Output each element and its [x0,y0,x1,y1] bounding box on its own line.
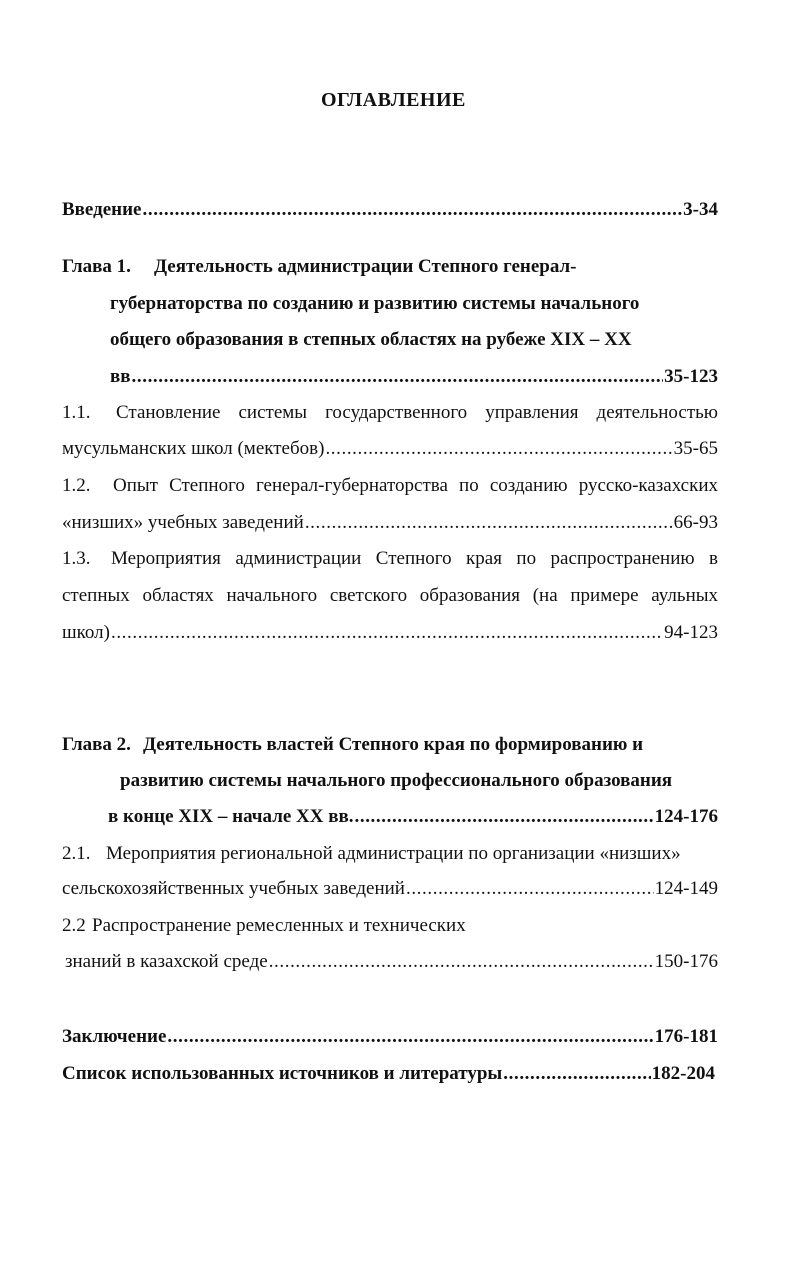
toc-pages: 176-181 [654,1026,718,1047]
section-2-2-line1: Распространение ремесленных и технических [92,915,466,936]
toc-pages: 182-204 [651,1063,715,1084]
toc-label: вв [110,366,131,387]
chapter2-title-line2: развитию системы начального профессионального образования [120,770,673,791]
toc-pages: 124-176 [654,806,718,827]
toc-entry-2-1[interactable] [62,877,718,901]
toc-label: Заключение [62,1026,167,1047]
toc-pages: 35-65 [673,438,718,459]
toc-label: знаний в казахской среде [65,951,268,972]
toc-entry-1-1[interactable] [62,437,718,461]
dot-leader [503,1062,650,1086]
toc-pages: 94-123 [664,622,718,643]
toc-entry-conclusion[interactable] [62,1025,718,1049]
toc-label: школ) [62,622,110,643]
section-2-2-num: 2.2 [62,915,86,936]
toc-pages: 124-149 [654,878,718,899]
dot-leader [305,511,673,535]
chapter1-title-line1: Деятельность администрации Степного генерал- [154,256,577,277]
dot-leader [111,621,663,645]
chapter1-title-line3: общего образования в степных областях на рубеже XIX – XX [110,329,632,350]
chapter2-title-line1: Деятельность властей Степного края по формированию и [143,734,644,755]
section-1-1-num: 1.1. [62,402,91,423]
toc-label: Введение [62,199,142,220]
toc-entry-2-2[interactable] [65,950,718,974]
dot-leader [143,198,683,222]
toc-pages: 150-176 [654,951,718,972]
toc-entry-chapter2[interactable] [108,805,718,829]
section-1-3-num: 1.3. [62,548,91,569]
toc-label: в конце XIX – начале XX вв. [108,806,354,827]
dot-leader [132,365,664,389]
toc-entry-sources[interactable] [62,1062,715,1086]
toc-label: сельскохозяйственных учебных заведений [62,878,405,899]
section-2-1-num: 2.1. [62,843,91,864]
chapter2-prefix: Глава 2. [62,734,131,755]
toc-entry-intro[interactable] [62,198,718,222]
chapter1-title-line2: губернаторства по созданию и развитию системы начального [110,293,640,314]
dot-leader [269,950,654,974]
chapter1-prefix: Глава 1. [62,256,131,277]
toc-pages: 66-93 [673,512,718,533]
section-1-2-num: 1.2. [62,475,91,496]
toc-label: Список использованных источников и литературы [62,1063,503,1084]
toc-pages: 3-34 [683,199,718,220]
toc-entry-1-2[interactable] [62,511,718,535]
dot-leader [325,437,672,461]
toc-label: «низших» учебных заведений [62,512,304,533]
section-1-2-line1: Опыт Степного генерал-губернаторства по созданию русско-казахских [113,475,718,496]
toc-entry-chapter1[interactable] [110,365,718,389]
section-1-3-line1: Мероприятия администрации Степного края по распространению в [111,548,718,569]
section-1-3-line2: степных областях начального светского образования (на примере аульных [62,585,718,606]
dot-leader [167,1025,653,1049]
toc-entry-1-3[interactable] [62,621,718,645]
toc-pages: 35-123 [664,366,718,387]
page-title: ОГЛАВЛЕНИЕ [321,89,466,111]
toc-label: мусульманских школ (мектебов) [62,438,325,459]
dot-leader [406,877,654,901]
dot-leader [355,805,654,829]
section-1-1-line1: Становление системы государственного управления деятельностью [116,402,718,423]
section-2-1-line1: Мероприятия региональной администрации по организации «низших» [106,843,681,864]
